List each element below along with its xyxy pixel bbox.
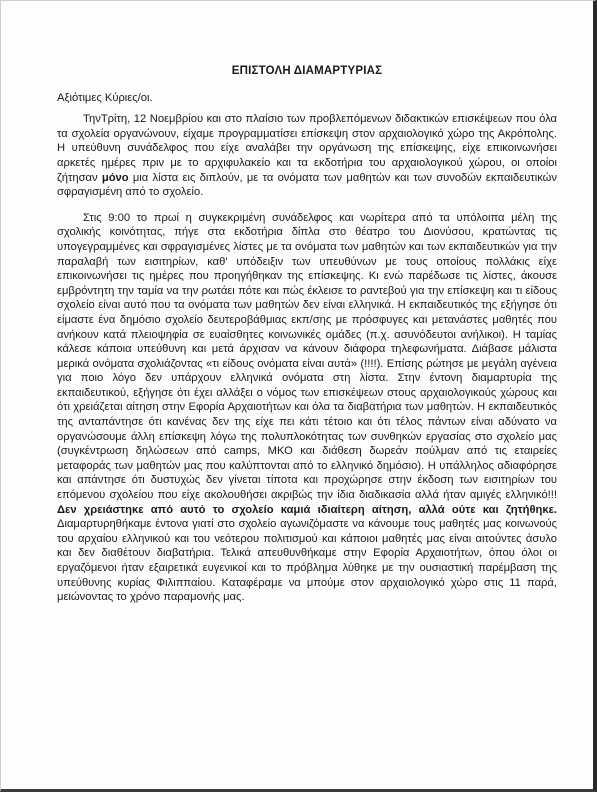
- paragraph-2-text-end: Διαμαρτυρηθήκαμε έντονα γιατί στο σχολείο αγωνιζόμαστε να κάνουμε τους μαθητές μας κοινωνούς του αρχαίου ελληνικού και του νεότερου πολιτισμού και κάποιοι μαθητές μας είναι αιτούντες άσυλο και δεν διαθέτουν διαβατήρια. Τελικά απευθυνθήκαμε στην Εφορία Αρχαιοτήτων, όπου όλοι οι εργαζόμενοι ήταν εξαιρετικά ευγενικοί και το πρόβλημα λύθηκε με την ουσιαστική παρέμβαση της υπεύθυνης κυρίας Φιλιππαίου. Καταφέραμε να μπούμε στον αρχαιολογικό χώρο στις 11 παρά, μειώνοντας το χρόνο παραμονής μας.: [57, 518, 557, 604]
- paragraph-2-bold-text: Δεν χρειάστηκε από αυτό το σχολείο καμιά ιδιαίτερη αίτηση, αλλά ούτε και ζητήθηκε.: [57, 503, 557, 516]
- letter-title: ΕΠΙΣΤΟΛΗ ΔΙΑΜΑΡΤΥΡΙΑΣ: [231, 65, 383, 77]
- paragraph-1-bold-text: μόνο: [101, 171, 129, 184]
- paragraph-2-text-start: Στις 9:00 το πρωί η συγκεκριμένη συνάδελφος και νωρίτερα από τα υπόλοιπα μέλη της σχολικής κοινότητας, πήγε στα εκδοτήρια δίπλα στο θέατρο του Διονύσου, κρατώντας τις υπογεγραμμένες και σφραγισμένες λίστες με τα ονόματα των μαθητών και των εκπαιδευτικών για την παραλαβή των εισιτηρίων, καθ' υπόδειξιν των υπευθύνων με τους οποίους πολλάκις είχε επικοινωνήσει τις ημέρες που προηγήθηκαν της επίσκεψης. Κι ενώ παρέδωσε τις λίστες, άκουσε εμβρόντητη την ταμία να την ρωτάει πότε και πώς έκλεισε το ραντεβού για την επίσκεψη και τι είδους σχολείο είναι αυτό που τα ονόματα των μαθητών δεν είναι ελληνικά. Η εκπαιδευτικός της εξήγησε ότι είμαστε ένα δημόσιο σχολείο δευτεροβάθμιας εκπ/σης με πρόσφυγες και μετανάστες μαθητές που ανήκουν κατά πλειοψηφία σε ευαίσθητες κοινωνικές ομάδες (π.χ. ασυνόδευτοι ανήλικοι). Η ταμίας κάλεσε κάποια υπεύθυνη και μετά άρχισαν να κάνουν διάφορα τηλεφωνήματα. Διάβασε μάλιστα μερικά ονόματα σχολιάζοντας «τι είδους ονόματα είναι αυτά» (!!!!). Επίσης ρώτησε με μεγάλη αγένεια για ποιο λόγο δεν υπάρχουν ελληνικά ονόματα στη λίστα. Στην έντονη διαμαρτυρία της εκπαιδευτικού, εξήγησε ότι έχει αλλάξει ο νόμος των επισκέψεων στους αρχαιολογικούς χώρους και ότι χρειάζεται αίτηση στην Εφορία Αρχαιοτήτων και όλα τα διαβατήρια των μαθητών. Η εκπαιδευτικός της ανταπάντησε ότι κανένας δεν της είχε πει κάτι τέτοιο και ότι τέλος πάντων είναι αδύνατο να οργανώσουμε άλλη επίσκεψη λόγω της πολυπλοκότητας των συνθηκών εργασίας στο σχολείο μας (συγκέντρωση δηλώσεων από camps, ΜΚΟ και διάθεση δωρεάν πούλμαν από τις εταιρείες μεταφοράς των μαθητών μας που καλύπτονται από το ελληνικό δημόσιο). Η υπάλληλος αδιαφόρησε και απάντησε ότι δυστυχώς δεν γίνεται τίποτα και προχώρησε στην έκδοση των εισιτηρίων του επόμενου σχολείου που είχε ακολουθήσει ακριβώς την ίδια διαδικασία αλλά ήταν αμιγές ελληνικό!!!: [57, 211, 557, 502]
- letter-greeting: Αξιότιμες Κύριες/οι.: [57, 91, 153, 104]
- paragraph-1-text-start: ΤηνΤρίτη, 12 Νοεμβρίου και στο πλαίσιο των προβλεπόμενων διδακτικών επισκέψεων που όλα τα σχολεία οργανώνουν, είχαμε προγραμματίσει επίσκεψη στον αρχαιολογικό χώρο της Ακρόπολης. Η υπεύθυνη συνάδελφος που είχε αναλάβει την οργάνωση της επίσκεψης, είχε επικοινωνήσει αρκετές ημέρες πριν με το αρχιφυλακείο και τα εκδοτήρια του αρχαιολογικού χώρου, οι οποίοι ζήτησαν: [57, 113, 557, 184]
- paragraph-1: [57, 112, 557, 200]
- paragraph-2: [57, 211, 557, 605]
- paragraph-1-text-end: μια λίστα εις διπλούν, με τα ονόματα των μαθητών και των συνοδών εκπαιδευτικών σφραγισμένη από το σχολείο.: [57, 171, 557, 199]
- letter-body: [57, 64, 557, 616]
